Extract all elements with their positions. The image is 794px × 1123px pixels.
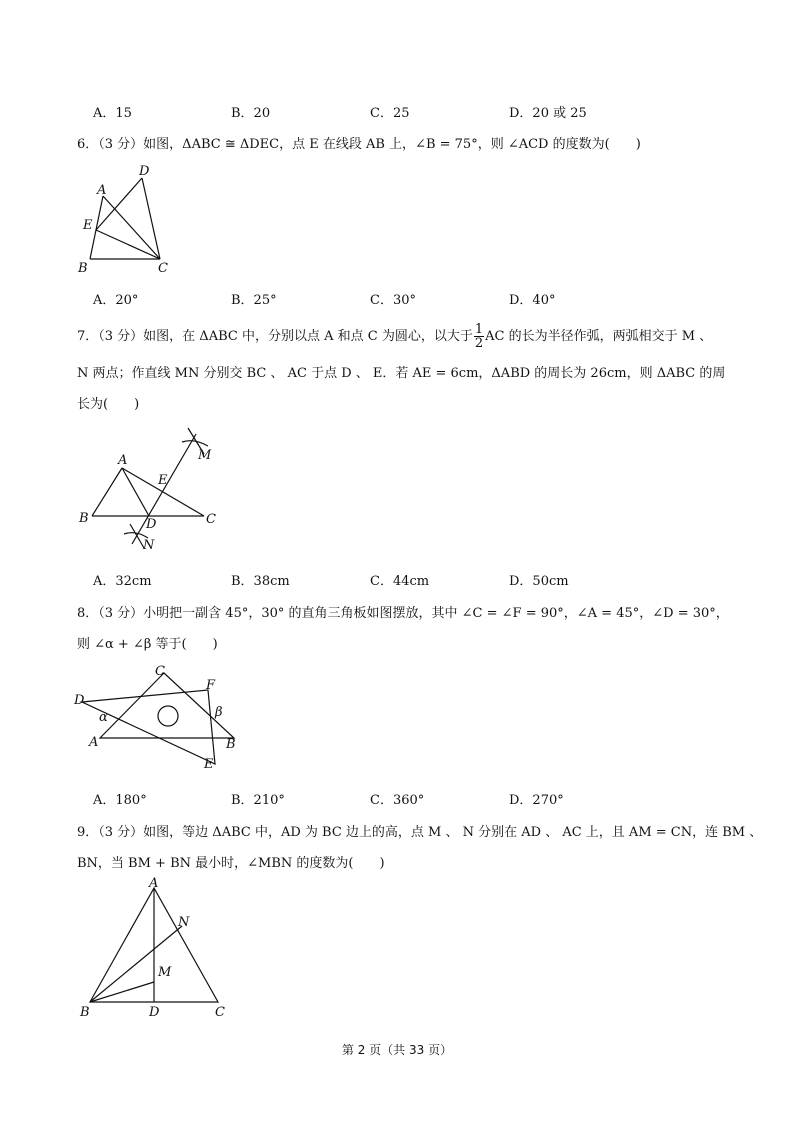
q7-seg-ad [122,468,149,516]
q9-question-line1: 9．（3 分）如图，等边 ΔABC 中，AD 为 BC 边上的高，点 M 、 N 分别在 AD 、 AC 上，且 AM = CN，连 BM 、 [77,825,763,840]
q9-label-c: C [215,1005,225,1020]
q7-question-line3: 长为( ) [77,397,140,412]
q8-circle-hole [158,706,178,726]
q6-option-c: C．30° [370,293,416,308]
q6-question-text: 6．（3 分）如图，ΔABC ≅ ΔDEC，点 E 在线段 AB 上，∠B = 75°，则 ∠ACD 的度数为( ) [77,137,641,152]
q9-figure [72,874,242,1024]
q6-option-a: A．20° [93,293,139,308]
q8-label-alpha: α [99,710,108,725]
q8-figure [72,660,247,775]
q6-label-e: E [83,218,93,233]
q7-option-b: B．38cm [231,574,290,589]
q5-option-d: D．20 或 25 [509,106,587,121]
q6-seg-ec [96,230,160,259]
q8-label-a: A [89,735,99,750]
q6-figure [72,160,182,280]
q7-label-m: M [198,448,212,463]
q9-label-d: D [149,1005,160,1020]
q7-label-a: A [118,453,128,468]
q7-label-e: E [158,473,168,488]
q8-option-d: D．270° [509,793,564,808]
q7-question-line1 [77,323,712,350]
q7-fraction [474,323,484,350]
q7-label-b: B [79,511,89,526]
q7-seg-ab [92,468,122,516]
q5-option-b: B．20 [231,106,271,121]
q8-label-f: F [206,678,216,693]
q8-label-c: C [155,664,165,679]
q6-label-b: B [78,261,88,276]
q6-label-d: D [139,164,150,179]
q7-option-d: D．50cm [509,574,569,589]
q8-question-line1: 8．（3 分）小明把一副含 45°，30° 的直角三角板如图摆放，其中 ∠C = ∠F = 90°，∠A = 45°，∠D = 30°， [77,606,729,621]
q9-label-n: N [178,915,190,930]
q7-arc-m [182,441,208,446]
q9-question-line2: BN，当 BM + BN 最小时，∠MBN 的度数为( ) [77,856,385,871]
q7-line-mn [132,434,196,544]
q7-option-a: A．32cm [93,574,152,589]
q7-label-n: N [143,538,155,553]
q8-question-line2: 则 ∠α + ∠β 等于( ) [77,637,218,652]
q6-label-c: C [158,261,168,276]
q8-option-c: C．360° [370,793,425,808]
q8-options [93,789,713,807]
q8-option-a: A．180° [93,793,147,808]
q6-option-b: B．25° [231,293,277,308]
q9-label-a: A [149,876,159,891]
q6-label-a: A [97,183,107,198]
q9-label-b: B [80,1005,90,1020]
q7-figure [72,424,232,559]
q7-label-d: D [146,517,157,532]
q8-label-d: D [74,693,85,708]
q6-options [93,289,713,307]
q6-seg-ac [103,196,160,259]
q6-seg-dc [142,178,160,259]
q5-option-c: C．25 [370,106,410,121]
q9-label-m: M [158,965,172,980]
q8-label-e: E [204,757,214,772]
q7-label-c: C [206,512,216,527]
q6-option-d: D．40° [509,293,556,308]
q7-fraction-denominator: 2 [474,336,484,351]
q8-label-beta: β [215,705,223,720]
q7-question-line2: N 两点；作直线 MN 分别交 BC 、 AC 于点 D 、 E．若 AE = 6cm，ΔABD 的周长为 26cm，则 ΔABC 的周 [77,366,726,381]
q7-fraction-numerator: 1 [474,322,484,337]
q8-label-b: B [226,737,236,752]
q7-options [93,570,713,588]
q9-seg-bn [90,926,182,1002]
q8-option-b: B．210° [231,793,285,808]
page-footer: 第 2 页（共 33 页） [341,1043,453,1057]
q5-option-a: A．15 [93,106,132,121]
q7-text-after-fraction: AC 的长为半径作弧，两弧相交于 M 、 [485,329,713,344]
q7-option-c: C．44cm [370,574,430,589]
q7-text-before-fraction: 7．（3 分）如图，在 ΔABC 中，分别以点 A 和点 C 为圆心，以大于 [77,329,473,344]
q5-options [93,102,713,120]
